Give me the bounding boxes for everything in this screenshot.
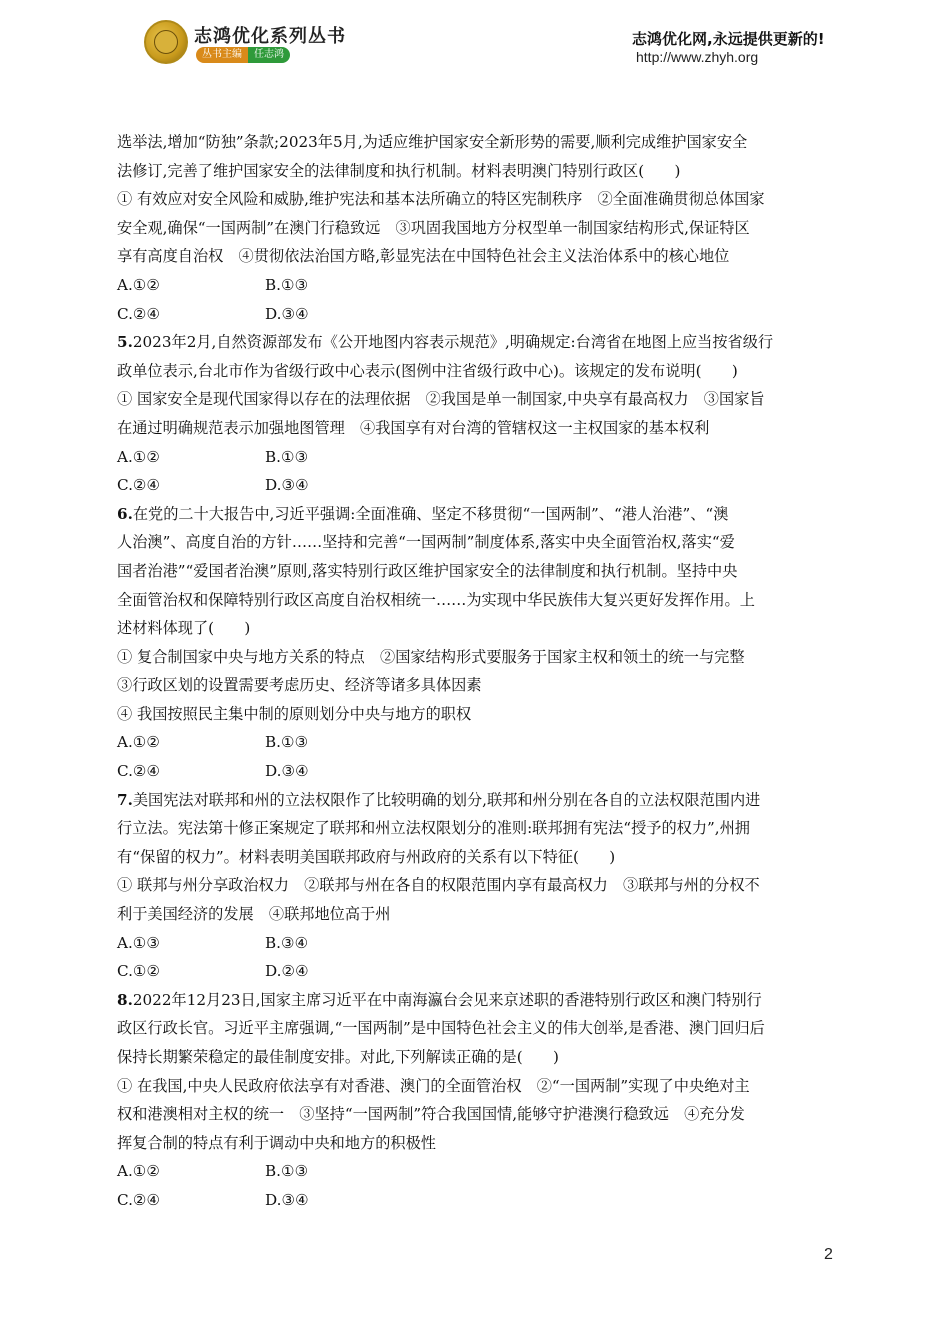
option-d[interactable]: D.②④: [265, 962, 309, 981]
options-row: [117, 728, 831, 757]
option-b[interactable]: B.①③: [265, 1162, 309, 1181]
statement-line: ① 联邦与州分享政治权力 ②联邦与州在各自的权限范围内享有最高权力 ③联邦与州的分权不: [117, 876, 760, 895]
question-7: [117, 786, 831, 986]
stem-line: 在党的二十大报告中,习近平强调:全面准确、坚定不移贯彻“一国两制”、“港人治港”、“澳: [132, 504, 729, 523]
editor-name: 任志鸿: [248, 47, 290, 63]
option-a[interactable]: A.①②: [117, 1162, 161, 1181]
stem-line: 法修订,完善了维护国家安全的法律制度和执行机制。材料表明澳门特别行政区( ): [117, 161, 681, 180]
statement-line: 在通过明确规范表示加强地图管理 ④我国享有对台湾的管辖权这一主权国家的基本权利: [117, 418, 710, 437]
stem-line: 全面管治权和保障特别行政区高度自治权相统一……为实现中华民族伟大复兴更好发挥作用。上: [117, 590, 755, 609]
question-5: [117, 328, 831, 500]
option-b[interactable]: B.③④: [265, 933, 309, 952]
statement-line: 利于美国经济的发展 ④联邦地位高于州: [117, 905, 391, 924]
option-a[interactable]: A.①③: [117, 933, 161, 952]
statement-line: 权和港澳相对主权的统一 ③坚持“一国两制”符合我国国情,能够守护港澳行稳致远 ④充分发: [117, 1105, 745, 1124]
options-row: [117, 757, 831, 786]
option-c[interactable]: C.①②: [117, 962, 161, 981]
editor-label: 丛书主编: [196, 47, 248, 63]
option-a[interactable]: A.①②: [117, 275, 161, 294]
question-number: 5.: [117, 333, 133, 352]
options-row: [117, 271, 831, 300]
option-b[interactable]: B.①③: [265, 733, 309, 752]
option-d[interactable]: D.③④: [265, 762, 309, 781]
stem-line: 2023年2月,自然资源部发布《公开地图内容表示规范》,明确规定:台湾省在地图上应当按省级行: [132, 333, 774, 352]
site-slogan: 志鸿优化网,永远提供更新的!: [632, 30, 825, 48]
editor-badge: [196, 47, 290, 63]
stem-line: 国者治港”“爱国者治澳”原则,落实特别行政区维护国家安全的法律制度和执行机制。坚持中央: [117, 561, 738, 580]
options-row: [117, 957, 831, 986]
statement-line: 安全观,确保“一国两制”在澳门行稳致远 ③巩固我国地方分权型单一制国家结构形式,保证特区: [117, 218, 750, 237]
question-number: 8.: [117, 990, 133, 1009]
logo-seal-icon: [144, 20, 188, 64]
stem-line: 选举法,增加“防独”条款;2023年5月,为适应维护国家安全新形势的需要,顺利完成维护国家安全: [117, 133, 748, 151]
statement-line: 挥复合制的特点有利于调动中央和地方的积极性: [117, 1133, 436, 1152]
option-d[interactable]: D.③④: [265, 304, 309, 323]
site-url[interactable]: http://www.zhyh.org: [636, 49, 759, 65]
option-d[interactable]: D.③④: [265, 476, 309, 495]
option-a[interactable]: A.①②: [117, 447, 161, 466]
stem-line: 政区行政长官。习近平主席强调,“一国两制”是中国特色社会主义的伟大创举,是香港、澳门回归后: [117, 1019, 765, 1038]
option-c[interactable]: C.②④: [117, 762, 161, 781]
option-b[interactable]: B.①③: [265, 447, 309, 466]
stem-line: 保持长期繁荣稳定的最佳制度安排。对此,下列解读正确的是( ): [117, 1048, 559, 1066]
page-number: 2: [824, 1246, 833, 1263]
question-4: [117, 128, 831, 328]
statement-line: ④ 我国按照民主集中制的原则划分中央与地方的职权: [117, 704, 472, 723]
option-c[interactable]: C.②④: [117, 304, 161, 323]
options-row: [117, 1186, 831, 1215]
stem-line: 人治澳”、高度自治的方针……坚持和完善“一国两制”制度体系,落实中央全面管治权,落实“爱: [117, 533, 735, 552]
option-c[interactable]: C.②④: [117, 476, 161, 495]
statement-line: 享有高度自治权 ④贯彻依法治国方略,彰显宪法在中国特色社会主义法治体系中的核心地位: [117, 247, 730, 266]
option-a[interactable]: A.①②: [117, 733, 161, 752]
stem-line: 述材料体现了( ): [117, 619, 251, 638]
stem-line: 2022年12月23日,国家主席习近平在中南海瀛台会见来京述职的香港特别行政区和澳门特别行: [132, 990, 762, 1009]
statement-line: ① 在我国,中央人民政府依法享有对香港、澳门的全面管治权 ②“一国两制”实现了中央绝对主: [117, 1076, 750, 1095]
options-row: [117, 929, 831, 958]
option-d[interactable]: D.③④: [265, 1190, 309, 1209]
series-title: 志鸿优化系列丛书: [194, 26, 346, 47]
question-6: [117, 500, 831, 786]
options-row: [117, 1157, 831, 1186]
question-content: [117, 128, 831, 1215]
stem-line: 政单位表示,台北市作为省级行政中心表示(图例中注省级行政中心)。该规定的发布说明( ): [117, 361, 738, 380]
question-number: 6.: [117, 504, 133, 523]
stem-line: 行立法。宪法第十修正案规定了联邦和州立法权限划分的准则:联邦拥有宪法“授予的权力”,州拥: [117, 819, 750, 838]
question-number: 7.: [117, 790, 133, 809]
question-8: [117, 986, 831, 1215]
options-row: [117, 300, 831, 329]
statement-line: ① 有效应对安全风险和威胁,维护宪法和基本法所确立的特区宪制秩序 ②全面准确贯彻总体国家: [117, 190, 765, 209]
statement-line: ③行政区划的设置需要考虑历史、经济等诸多具体因素: [117, 676, 482, 695]
stem-line: 美国宪法对联邦和州的立法权限作了比较明确的划分,联邦和州分别在各自的立法权限范围内进: [132, 790, 761, 809]
option-c[interactable]: C.②④: [117, 1190, 161, 1209]
option-b[interactable]: B.①③: [265, 275, 309, 294]
options-row: [117, 471, 831, 500]
statement-line: ① 国家安全是现代国家得以存在的法理依据 ②我国是单一制国家,中央享有最高权力 ③国家旨: [117, 390, 765, 409]
page-header: [0, 0, 950, 80]
stem-line: 有“保留的权力”。材料表明美国联邦政府与州政府的关系有以下特征( ): [117, 847, 616, 866]
statement-line: ① 复合制国家中央与地方关系的特点 ②国家结构形式要服务于国家主权和领土的统一与完整: [117, 647, 745, 666]
options-row: [117, 443, 831, 472]
